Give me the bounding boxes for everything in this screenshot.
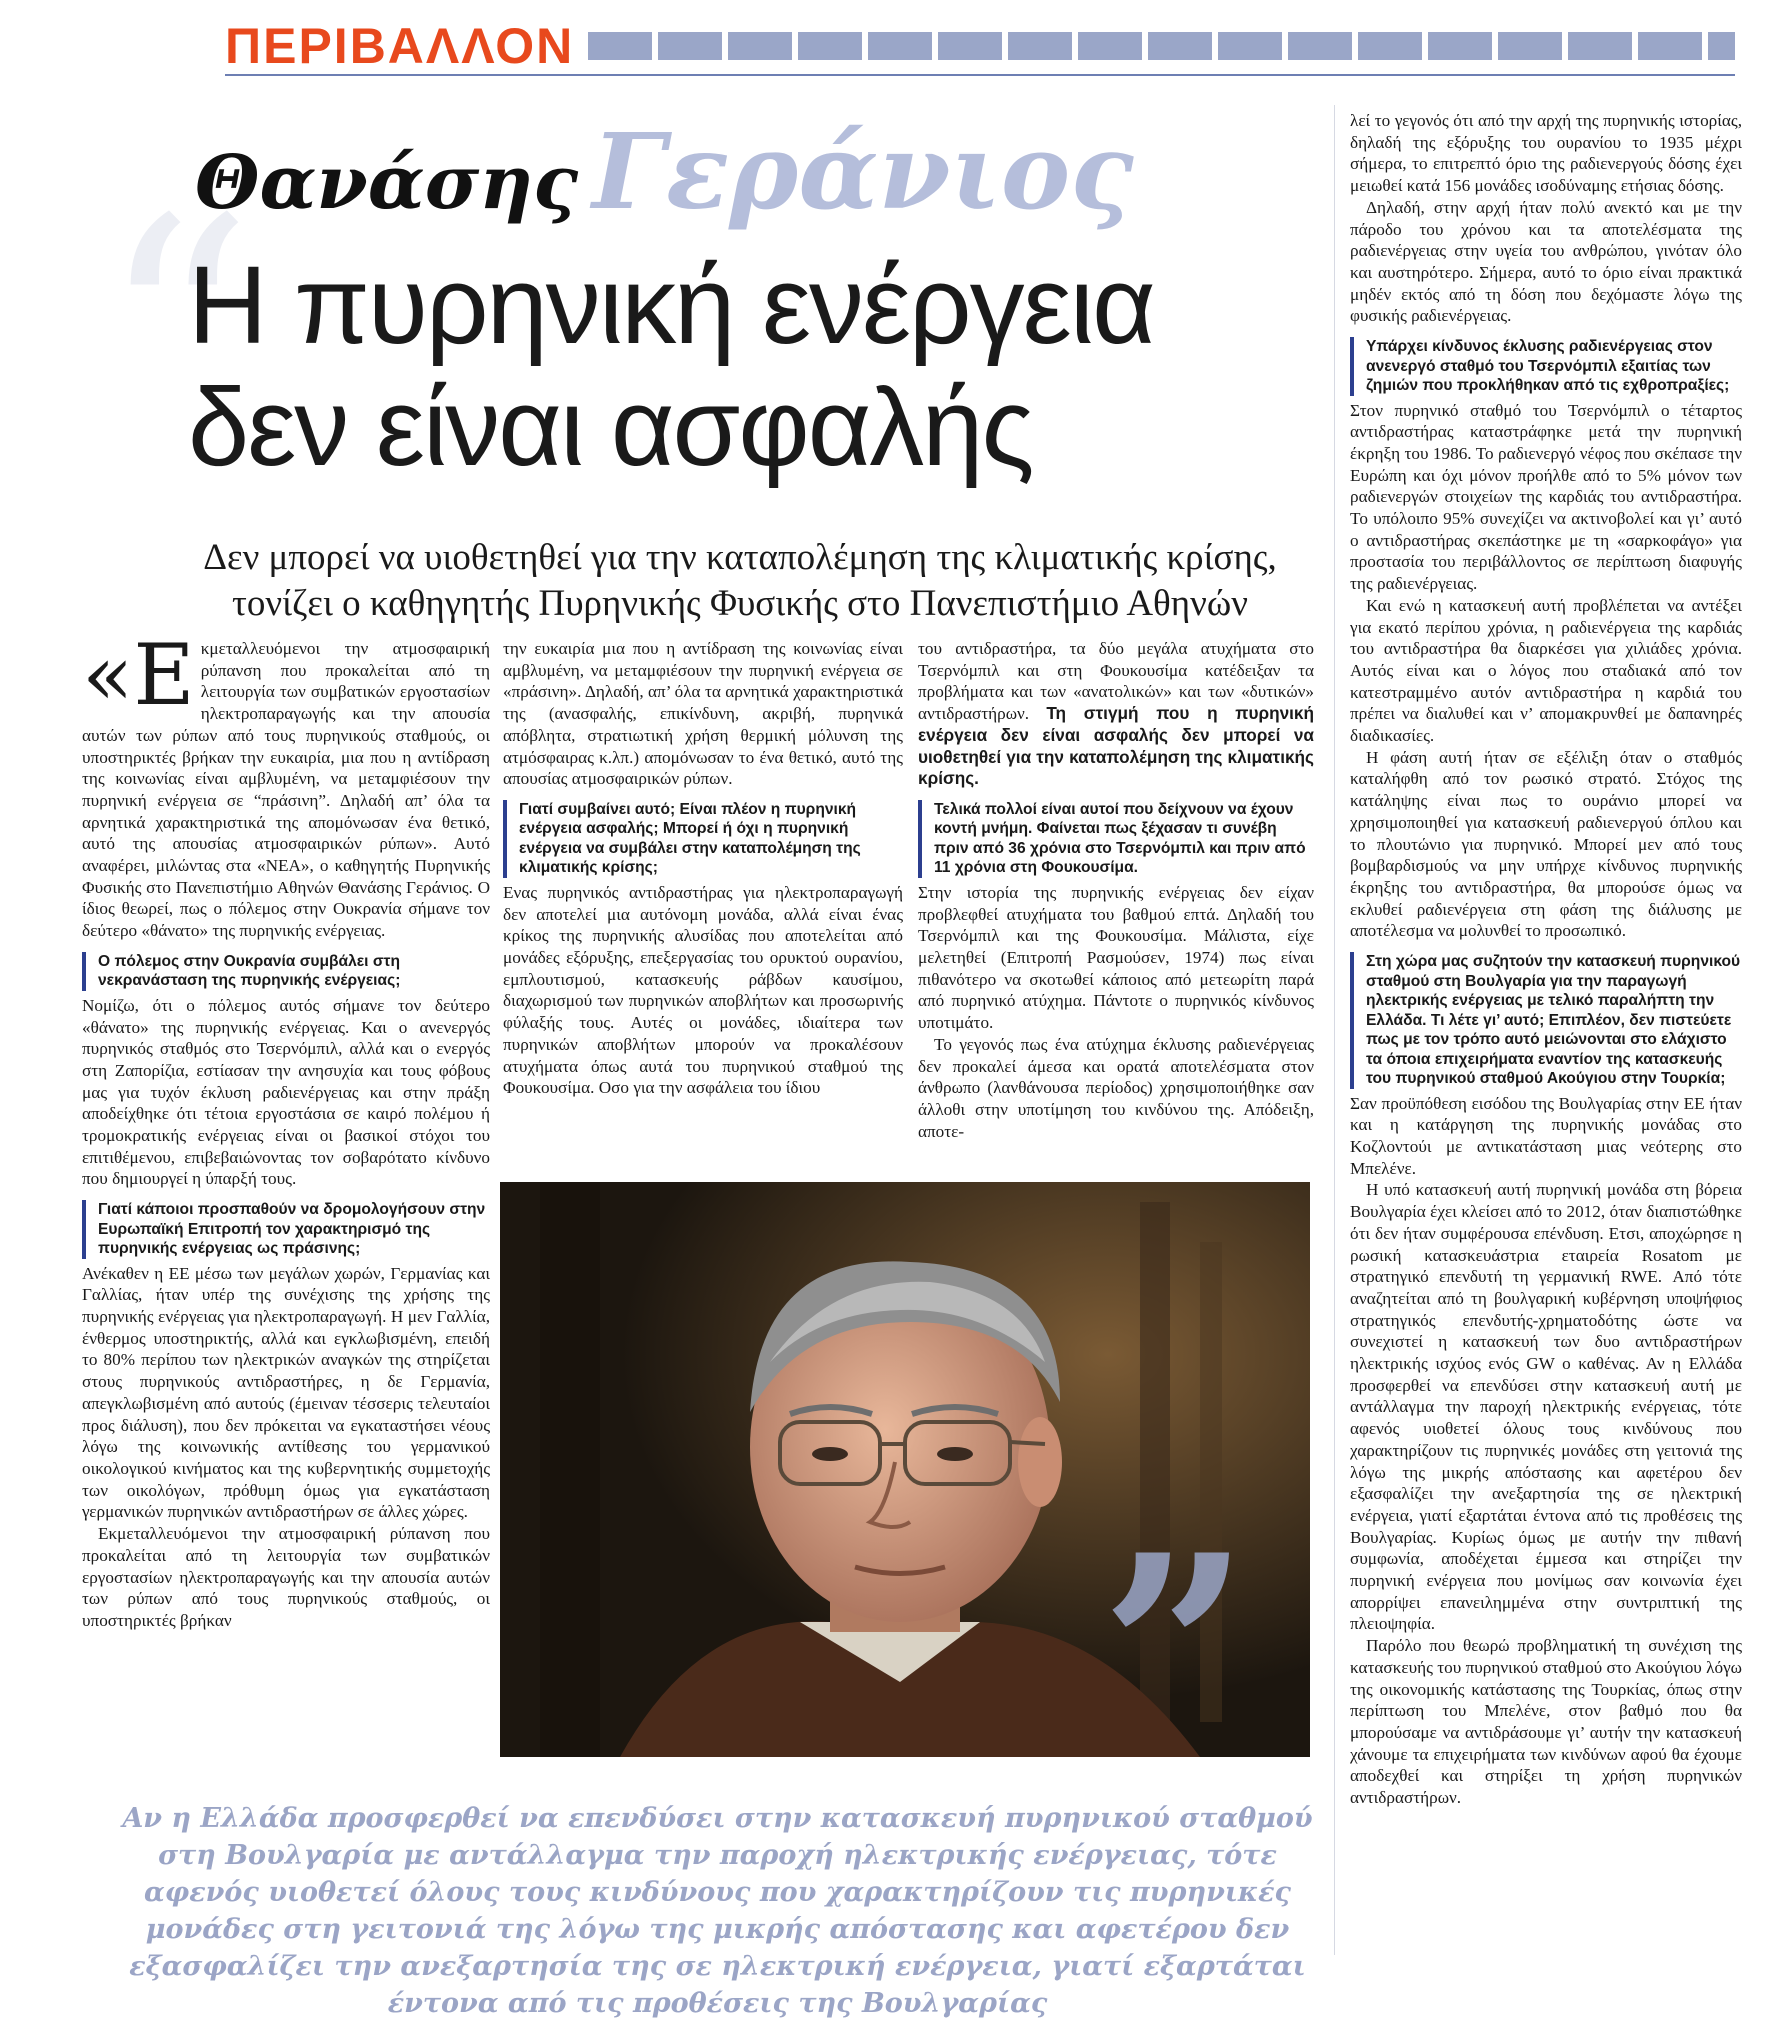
paragraph: του αντιδραστήρα, τα δύο μεγάλα ατυχήματα στο Τσερνόμπιλ και στη Φουκουσίμα κατέδειξαν τα προβλήματα και των «ανατολικών» και των «δυτικών» αντιδραστήρων. Τη στιγμή που η πυρηνική ενέργεια δεν είναι ασφαλής δεν μπορεί να υιοθετηθεί για την καταπολέμηση της κλιματικής κρίσης. — [918, 639, 1314, 789]
paragraph: Στον πυρηνικό σταθμό του Τσερνόμπιλ ο τέταρτος αντιδραστήρας καταστράφηκε μετά την πυρηνική έκρηξη του 1986. Το ραδιενεργό νέφος που σκέπασε την Ευρώπη και όχι μόνον προήλθε από το 5% μόνον των ραδιενεργών στοιχείων της καρδιάς του αντιδραστήρα. Το υπόλοιπο 95% συνεχίζει να ακτινοβολεί και γι’ αυτό ο αντιδραστήρας σκεπάστηκε με τη «σαρκοφάγο» για προστασία του περιβάλλοντος σε περίπτωση διαφυγής της ραδιενέργειας. — [1350, 400, 1742, 594]
paragraph: Η υπό κατασκευή αυτή πυρηνική μονάδα στη βόρεια Βουλγαρία έχει κλείσει από το 2012, όταν διαπιστώθηκε ότι δεν ήταν συμφέρουσα επένδυση. Ετσι, αποχώρησε η ρωσική κατασκευάστρια εταιρεία Rosatom με στρατηγικό επενδυτή τη γερμανική RWE. Από τότε αναζητείται από τη βουλγαρική κυβέρνηση υποψήφιος στρατηγικός επενδυτής-χρηματοδότης ώστε να συνεχιστεί η κατασκευή των δυο αντιδραστήρων ηλεκτρικής ισχύος ενός GW ο καθένας. Αν η Ελλάδα προσφερθεί να επενδύσει στην κατασκευή αυτή με αντάλλαγμα την παροχή ηλεκτρικής ενέργειας, τότε αφενός υιοθετεί όλους τους κινδύνους που χαρακτηρίζουν τις πυρηνικές μονάδες στη γειτονιά της λόγω της μικρής απόστασης και αφετέρου δεν εξασφαλίζει την ανεξαρτησία της σε ηλεκτρική ενέργεια, γιατί εξαρτάται έντονα από τις προθέσεις της Βουλγαρίας. Κυρίως όμως με αυτήν την πιθανή συμφωνία, αποδέχεται έμμεσα και στηρίζει την πυρηνική ενέργεια που μονίμως σαν κοινωνία έχει απορρίψει επανειλημμένα στην συντριπτική της πλειοψηφία. — [1350, 1180, 1742, 1634]
paragraph: λεί το γεγονός ότι από την αρχή της πυρηνικής ιστορίας, δηλαδή της εξόρυξης του ουρανίου το 1935 μέχρι σήμερα, το επιτρεπτό όριο της ραδιενεργούς δόσης έχει μειωθεί κατά 156 μονάδες ισοδύναμης ετήσιας δόσης. — [1350, 111, 1742, 196]
interview-question: Στη χώρα μας συζητούν την κατασκευή πυρηνικού σταθμού στη Βουλγαρία για την παραγωγή ηλεκτρικής ενέργειας με τελικό παραλήπτη την Ελλάδα. Τι λέτε γι’ αυτό; Επιπλέον, δεν πιστεύετε πως με τον τρόπο αυτό μειώνονται στο ελάχιστο τα όποια επιχειρήματα εναντίον της κατασκευής του πυρηνικού σταθμού Ακούγιου στην Τουρκία; — [1350, 952, 1742, 1089]
article-column-4 — [1350, 110, 1742, 1809]
interview-question: Γιατί κάποιοι προσπαθούν να δρομολογήσουν στην Ευρωπαϊκή Επιτροπή τον χαρακτηρισμό της πυρηνικής ενέργειας ως πράσινης; — [82, 1200, 490, 1259]
interview-question: Ο πόλεμος στην Ουκρανία συμβάλει στη νεκρανάσταση της πυρηνικής ενέργειας; — [82, 952, 490, 991]
paragraph: Και ενώ η κατασκευή αυτή προβλέπεται να αντέξει για εκατό περίπου χρόνια, η ραδιενέργεια της καρδιάς του αντιδραστήρα θα διαρκέσει για χιλιάδες χρόνια. Αυτός είναι και ο λόγος που σταδιακά από τον κατεστραμμένο αυτόν αντιδραστήρα η καρδιά του πρέπει να διαλυθεί και ν’ απομακρυνθεί με δαπανηρές διαδικασίες. — [1350, 595, 1742, 746]
article-column-2 — [503, 638, 903, 1099]
section-label: ΠΕΡΙΒΑΛΛΟΝ — [225, 18, 575, 74]
top-rule — [225, 74, 1735, 76]
deck-line-1: Δεν μπορεί να υιοθετηθεί για την καταπολέμηση της κλιματικής κρίσης, — [203, 537, 1277, 578]
section-header — [225, 18, 1735, 74]
author-first-name: Θανάσης — [195, 140, 579, 226]
article-column-1 — [82, 626, 490, 1632]
headline-line-2: δεν είναι ασφαλής — [188, 366, 1033, 489]
article-deck — [180, 535, 1300, 627]
paragraph: Παρόλο που θεωρώ προβληματική τη συνέχιση της κατασκευής του πυρηνικού σταθμού στο Ακούγιου λόγω της οικονομικής κατάστασης της Τουρκίας, όπως στην περίπτωση του Μπελένε, στον βαθμό που θα μπορούσαμε να αντιδράσουμε γι’ αυτήν την κατασκευή χάνουμε τα επιχειρήματα των κινδύνων αφού θα έχουμε αποδεχθεί και στηρίξει τη χρήση πυρηνικών αντιδραστήρων. — [1350, 1636, 1742, 1808]
interview-question: Τελικά πολλοί είναι αυτοί που δείχνουν να έχουν κοντή μνήμη. Φαίνεται πως ξέχασαν τι συνέβη πριν από 36 χρόνια στο Τσερνόμπιλ και πριν από 11 χρόνια στη Φουκουσίμα. — [918, 800, 1314, 878]
paragraph: την ευκαιρία μια που η αντίδραση της κοινωνίας είναι αμβλυμένη, να μεταμφιέσουν την πυρηνική ενέργεια σε «πράσινη». Δηλαδή, απ’ όλα τα αρνητικά χαρακτηριστικά της (ανασφαλής, επικίνδυνη, ακριβή, πυρηνικά απόβλητα, στρατιωτική χρήση θερμική μόλυνση της ατμόσφαιρας κ.λπ.) απομόνωσαν το ένα θετικό, αυτό της απουσίας ατμοσφαιρικών ρύπων. — [503, 639, 903, 789]
pull-quote: Αν η Ελλάδα προσφερθεί να επενδύσει στην κατασκευή πυρηνικού σταθμού στη Βουλγαρία με αντάλλαγμα την παροχή ηλεκτρικής ενέργειας, τότε αφενός υιοθετεί όλους τους κινδύνους που χαρακτηρίζουν τις πυρηνικές μονάδες στη γειτονιά της λόγω της μικρής απόστασης και αφετέρου δεν εξασφαλίζει την ανεξαρτησία της σε ηλεκτρική ενέργεια, γιατί εξαρτάται έντονα από τις προθέσεις της Βουλγαρίας — [122, 1803, 1313, 2019]
interview-question: Υπάρχει κίνδυνος έκλυσης ραδιενέργειας στον ανενεργό σταθμό του Τσερνόμπιλ εξαιτίας των ζημιών που προκλήθηκαν από τις εχθροπραξίες; — [1350, 337, 1742, 396]
paragraph: Εκμεταλλευόμενοι την ατμοσφαιρική ρύπανση που προκαλείται από τη λειτουργία των συμβατικών εργοστασίων ηλεκτροπαραγωγής και την απουσία αυτών των ρύπων από τους πυρηνικούς σταθμούς, οι υποστηρικτές βρήκαν — [82, 1524, 490, 1630]
paragraph: Δηλαδή, στην αρχή ήταν πολύ ανεκτό και με την πάροδο του χρόνου και τα αποτελέσματα της ραδιενέργειας στην υγεία του ανθρώπου, γινόταν όλο και αυστηρότερο. Σήμερα, αυτό το όριο είναι πρακτικά μηδέν εκτός από τη δόση που δεχόμαστε λόγω της φυσικής ραδιενέργειας. — [1350, 197, 1742, 326]
paragraph: Νομίζω, ότι ο πόλεμος αυτός σήμανε τον δεύτερο «θάνατο» της πυρηνικής ενέργειας. Και ο ανενεργός πυρηνικός σταθμός στο Τσερνόμπιλ, αλλά και ο ενεργός στη Ζαπορίζια, εστίασαν την ανησυχία και τους φόβους μας για τυχόν έκλυση ραδιενέργειας και στην πράξη αποδείχθηκε ότι τέτοια εργοστάσια σε καιρό πολέμου ή τρομοκρατικής ενέργειας είναι οι βασικοί στόχοι του επιτιθέμενου, επιβεβαιώνοντας τον σοβαρότατο κίνδυνο που δημιουργεί η ύπαρξή τους. — [82, 995, 490, 1189]
portrait-illustration — [500, 1182, 1310, 1757]
author-byline — [195, 110, 1134, 233]
paragraph: Ενας πυρηνικός αντιδραστήρας για ηλεκτροπαραγωγή δεν αποτελεί μια αυτόνομη μονάδα, αλλά είναι ένας κρίκος της πυρηνικής αλυσίδας που αποτελείται από μονάδες εξόρυξης, επεξεργασίας του ορυκτού ουρανίου, εμπλουτισμού, κατασκευής ράβδων καυσίμου, διαχωρισμού των πυρηνικών αποβλήτων και προσωρινής φύλαξής τους. Αυτές οι μονάδες, ιδιαίτερα των πυρηνικών αποβλήτων μπορούν να προκαλέσουν ατυχήματα όπως αυτά του πυρηνικού σταθμού της Φουκουσίμα. Οσο για την ασφάλεια του ίδιου — [503, 882, 903, 1098]
interview-question: Γιατί συμβαίνει αυτό; Είναι πλέον η πυρηνική ενέργεια ασφαλής; Μπορεί ή όχι η πυρηνική ενέργεια να συμβάλει στην καταπολέμηση της κλιματικής κρίσης; — [503, 800, 903, 878]
closing-quote-icon: ” — [1100, 1499, 1250, 1757]
paragraph: «Ε κμεταλλευόμενοι την ατμοσφαιρική ρύπανση που προκαλείται από τη λειτουργία των συμβατικών εργοστασίων ηλεκτροπαραγωγής και την απουσία αυτών των ρύπων από τους πυρηνικούς σταθμούς, οι υποστηρικτές βρήκαν την ευκαιρία, μια που η αντίδραση της κοινωνίας είναι αμβλυμένη, να μεταμφιέσουν την πυρηνική ενέργεια σε “πράσινη”. Δηλαδή απ’ όλα τα αρνητικά χαρακτηριστικά της απομόνωσαν ένα θετικό, αυτό της απουσίας ατμοσφαιρικών ρύπων». Αυτό αναφέρει, μιλώντας στα «ΝΕΑ», ο καθηγητής Πυρηνικής Φυσικής στο Πανεπιστήμιο Αθηνών Θανάσης Γεράνιος. Ο ίδιος θεωρεί, πως ο πόλεμος στην Ουκρανία σήμανε τον δεύτερο «θάνατο» της πυρηνικής ενέργειας. — [82, 626, 490, 941]
column-divider — [1334, 105, 1335, 1955]
article-headline — [188, 245, 1288, 489]
decorative-quote-icon: “ — [100, 155, 254, 504]
deck-line-2: τονίζει ο καθηγητής Πυρηνικής Φυσικής στο Πανεπιστήμιο Αθηνών — [232, 583, 1248, 624]
author-last-name: Γεράνιος — [592, 110, 1134, 233]
paragraph: Στην ιστορία της πυρηνικής ενέργειας δεν είχαν προβλεφθεί ατυχήματα του βαθμού επτά. Δηλαδή του Τσερνόμπιλ και της Φουκουσίμα. Μάλιστα, είχε μελετηθεί (Επιτροπή Ρασμούσεν, 1974) πως είναι πιθανότερο να σκοτωθεί κάποιος από μετεωρίτη παρά από πυρηνικό ατύχημα. Πάντοτε ο πυρηνικός κίνδυνος υποτιμάτο. — [918, 882, 1314, 1033]
headline-line-1: Η πυρηνική ενέργεια — [188, 244, 1154, 367]
paragraph: Η φάση αυτή ήταν σε εξέλιξη όταν ο σταθμός καταλήφθη από τον ρωσικό στρατό. Στόχος της κατάληψης είναι πως το ουράνιο μπορεί να χρησιμοποιηθεί για κατασκευή ραδιενεργού όπλου και το πλουτώνιο για πυρηνικό. Μπορεί μεν από τους βομβαρδισμούς να μην υπήρχε κίνδυνος πυρηνικής έκρηξης του αντιδραστήρα, θα μπορούσε όμως να εκλυθεί ραδιενέργεια στη φάση της διάλυσης με αποτέλεσμα να μολυνθεί το προσωπικό. — [1350, 747, 1742, 941]
bold-statement: Τη στιγμή που η πυρηνική ενέργεια δεν είναι ασφαλής δεν μπορεί να υιοθετηθεί για την καταπολέμηση της κλιματικής κρίσης. — [918, 703, 1314, 789]
dropcap: «Ε — [82, 626, 195, 724]
article-column-3 — [918, 638, 1314, 1142]
portrait-photo — [500, 1182, 1310, 1757]
section-decorative-bars — [588, 32, 1735, 60]
paragraph: Ανέκαθεν η ΕΕ μέσω των μεγάλων χωρών, Γερμανίας και Γαλλίας, ήταν υπέρ της συνέχισης της χρήσης της πυρηνικής ενέργειας για ηλεκτροπαραγωγή. Η μεν Γαλλία, ένθερμος υποστηρικτής, αλλά και εγκλωβισμένη, επειδή το 80% περίπου των ηλεκτρικών αναγκών της στηρίζεται στους πυρηνικούς αντιδραστήρες, η δε Γερμανία, απεγκλωβισμένη από αυτούς (έμειναν τέσσερις τελευταίοι προς διάλυση), που δεν πρόκειται να εγκαταστήσει νέους λόγω της κοινωνικής αντίθεσης του γερμανικού οικολογικού κινήματος και της κυβερνητικής συμμετοχής των οικολόγων, πρόθυμη όμως για εγκατάσταση γερμανικών πυρηνικών αντιδραστήρων σε άλλες χώρες. — [82, 1263, 490, 1522]
paragraph: Σαν προϋπόθεση εισόδου της Βουλγαρίας στην ΕΕ ήταν και η κατάργηση της πυρηνικής μονάδας στο Κοζλοντούι με αντικατάσταση μιας νεότερης στο Μπελένε. — [1350, 1093, 1742, 1178]
paragraph: Το γεγονός πως ένα ατύχημα έκλυσης ραδιενέργειας δεν προκαλεί άμεσα και ορατά αποτελέσματα στον άνθρωπο (λανθάνουσα περίοδος) χρησιμοποιήθηκε σαν άλλοθι στην υποτίμηση του κινδύνου της. Απόδειξη, αποτε- — [918, 1034, 1314, 1141]
